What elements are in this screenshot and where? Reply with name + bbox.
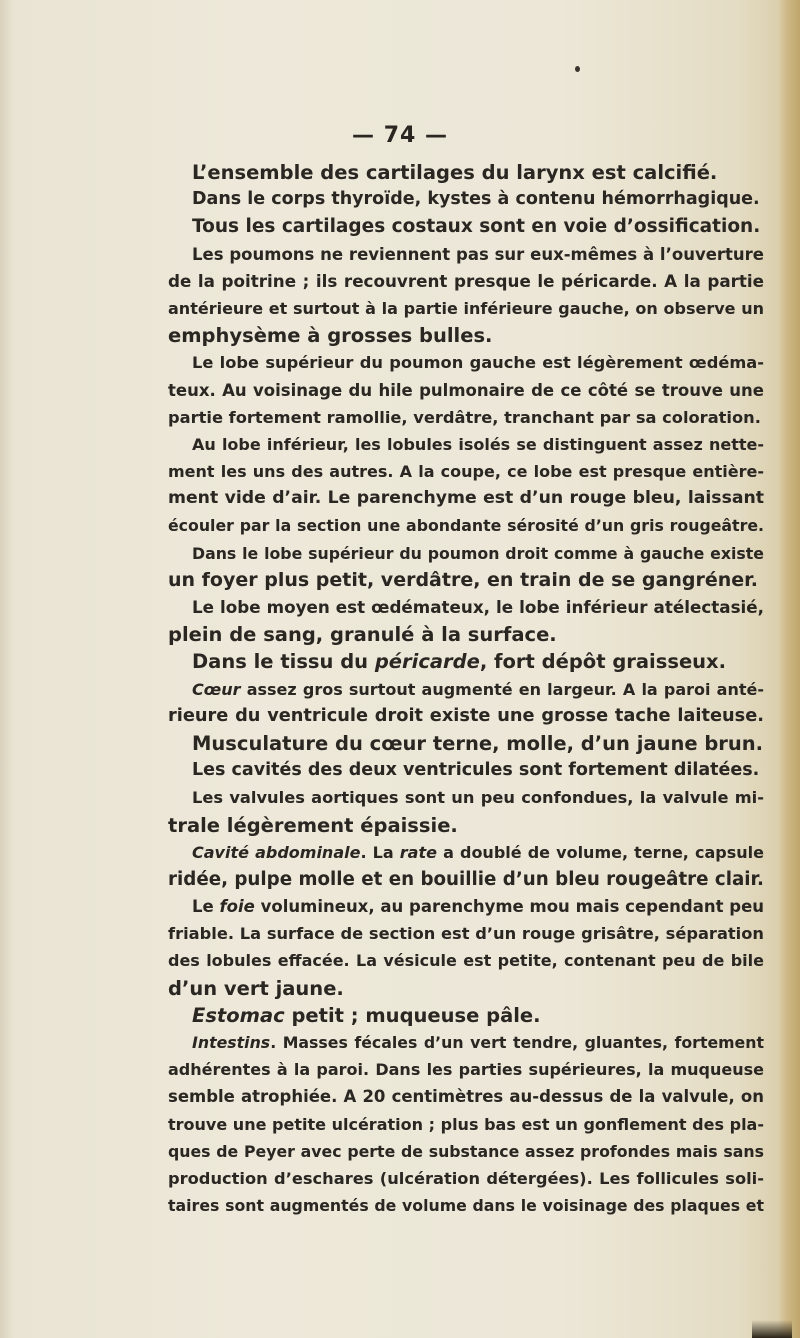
text-line: Le foie volumineux, au parenchyme mou mais cependant peu [192,897,765,917]
text-line: trouve une petite ulcération ; plus bas est un gonflement des pla- [168,1114,764,1134]
text-line: de la poitrine ; ils recouvrent presque le péricarde. A la partie [168,270,764,291]
text-line: L’ensemble des cartilages du larynx est calcifié. [192,161,718,184]
text-line: ment les uns des autres. A la coupe, ce lobe est presque entière- [168,462,764,482]
body-text [168,159,764,1219]
text-line: des lobules effacée. La vésicule est petite, contenant peu de bile [168,951,764,971]
text-line: Les valvules aortiques sont un peu confondues, la valvule mi- [192,788,764,808]
text-line: Estomac petit ; muqueuse pâle. [192,1003,541,1027]
text-line: Cavité abdominale. La rate a doublé de volume, terne, capsule [192,842,764,862]
text-line: Le lobe supérieur du poumon gauche est légèrement œdéma- [192,353,764,373]
text-line: Intestins. Masses fécales d’un vert tendre, gluantes, fortement [192,1033,764,1052]
text-line: Les cavités des deux ventricules sont fortement dilatées. [192,760,760,781]
page-corner-shadow [752,1320,792,1338]
text-line: taires sont augmentés de volume dans le voisinage des plaques et [168,1196,764,1216]
text-line: Tous les cartilages costaux sont en voie d’ossification. [192,216,761,238]
page-right-edge [778,0,800,1338]
text-line: partie fortement ramollie, verdâtre, tranchant par sa coloration. [168,407,761,427]
text-line: écouler par la section une abondante sérosité d’un gris rougeâtre. [168,516,764,536]
text-line: Musculature du cœur terne, molle, d’un jaune brun. [192,731,764,755]
text-line: Dans le corps thyroïde, kystes à contenu hémorrhagique. [192,189,760,210]
text-line: ridée, pulpe molle et en bouillie d’un bleu rougeâtre clair. [168,868,764,890]
page-left-shadow [0,0,14,1338]
text-line: Cœur assez gros surtout augmenté en largeur. A la paroi anté- [192,679,764,699]
text-line: trale légèrement épaissie. [168,813,458,837]
text-line: un foyer plus petit, verdâtre, en train de se gangréner. [168,568,759,591]
text-line: ment vide d’air. Le parenchyme est d’un rouge bleu, laissant [168,488,764,509]
text-line: adhérentes à la paroi. Dans les parties supérieures, la muqueuse [168,1060,764,1080]
ink-dot [575,66,580,72]
text-line: ques de Peyer avec perte de substance assez profondes mais sans [168,1141,764,1161]
text-line: production d’eschares (ulcération détergées). Les follicules soli- [168,1168,764,1188]
text-line: semble atrophiée. A 20 centimètres au-dessus de la valvule, on [168,1087,764,1107]
text-line: Au lobe inférieur, les lobules isolés se distinguent assez nette- [192,434,764,454]
text-line: teux. Au voisinage du hile pulmonaire de ce côté se trouve une [168,380,764,400]
text-line: rieure du ventricule droit existe une grosse tache laiteuse. [168,705,764,726]
text-line: Dans le lobe supérieur du poumon droit comme à gauche existe [192,543,764,563]
text-line: Le lobe moyen est œdémateux, le lobe inférieur atélectasié, [192,597,764,617]
text-line: Les poumons ne reviennent pas sur eux-mêmes à l’ouverture [192,244,764,264]
text-line: emphysème à grosses bulles. [168,324,493,348]
text-line: plein de sang, granulé à la surface. [168,623,557,647]
text-line: d’un vert jaune. [168,976,344,1000]
page-number: — 74 — [352,123,448,148]
text-line: antérieure et surtout à la partie inférieure gauche, on observe un [168,298,764,318]
text-line: Dans le tissu du péricarde, fort dépôt graisseux. [192,650,727,674]
text-line: friable. La surface de section est d’un rouge grisâtre, séparation [168,924,764,944]
